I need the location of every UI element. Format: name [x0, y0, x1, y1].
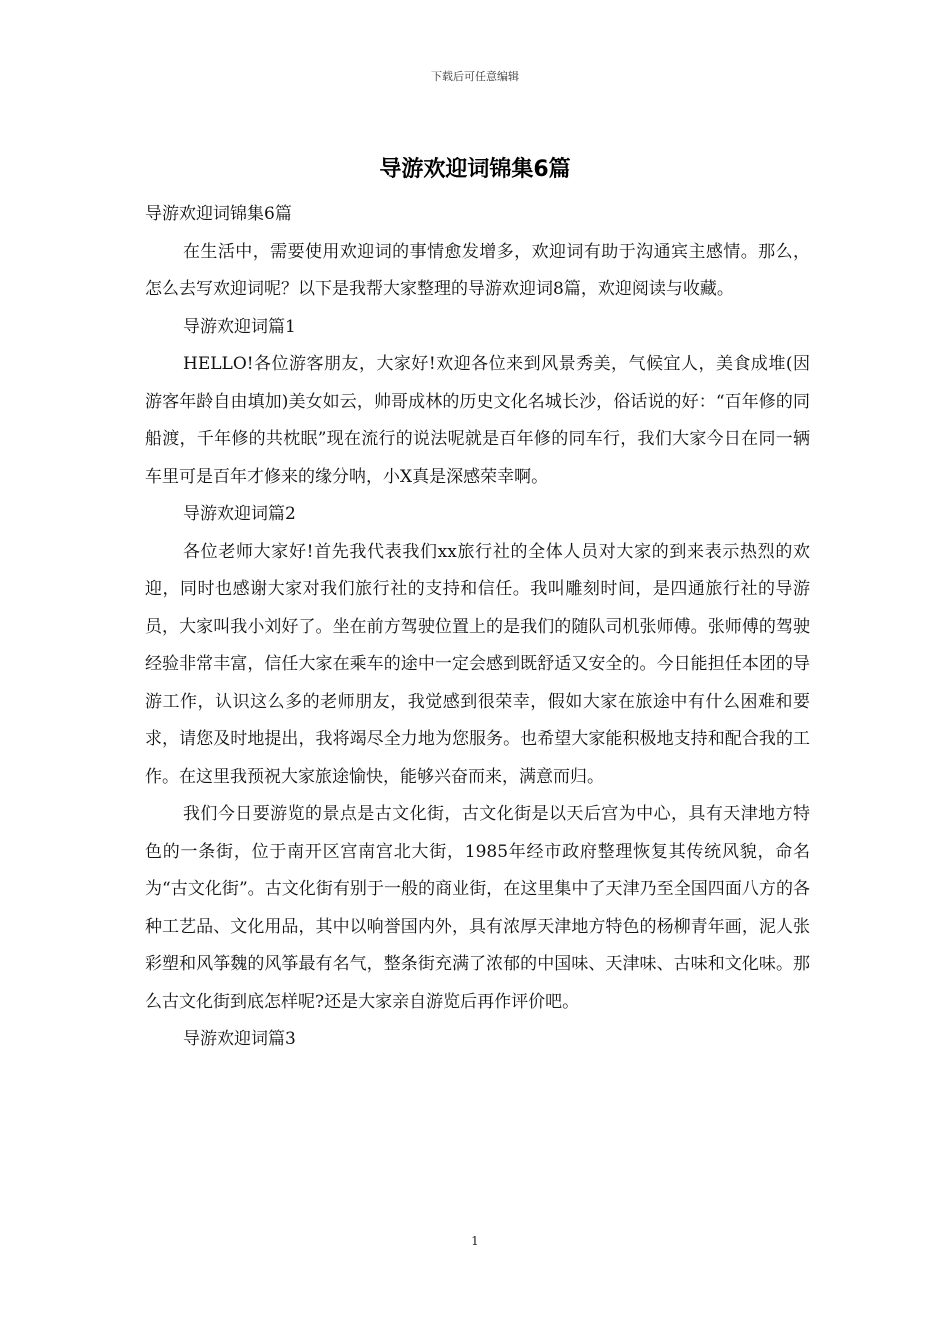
paragraph-section-2a: 各位老师大家好!首先我代表我们xx旅行社的全体人员对大家的到来表示热烈的欢迎，同时也感谢大家对我们旅行社的支持和信任。我叫雕刻时间，是四通旅行社的导游员，大家叫我小刘好了。坐在前方驾驶位置上的是我们的随队司机张师傅。张师傅的驾驶经验非常丰富，信任大家在乘车的途中一定会感到既舒适又安全的。今日能担任本团的导游工作，认识这么多的老师朋友，我觉感到很荣幸，假如大家在旅途中有什么困难和要求，请您及时地提出，我将竭尽全力地为您服务。也希望大家能积极地支持和配合我的工作。在这里我预祝大家旅途愉快，能够兴奋而来，满意而归。: [145, 541, 810, 787]
paragraph-section-2b: 我们今日要游览的景点是古文化街，古文化街是以天后宫为中心，具有天津地方特色的一条街，位于南开区宫南宫北大街，1985年经市政府整理恢复其传统风貌，命名为“古文化街”。古文化街有别于一般的商业街，在这里集中了天津乃至全国四面八方的各种工艺品、文化用品，其中以响誉国内外，具有浓厚天津地方特色的杨柳青年画，泥人张彩塑和风筝魏的风筝最有名气，整条街充满了浓郁的中国味、天津味、古味和文化味。那么古文化街到底怎样呢?还是大家亲自游览后再作评价吧。: [145, 804, 810, 1012]
section-heading-3: 导游欢迎词篇3: [183, 1029, 296, 1049]
document-subtitle: 导游欢迎词锦集6篇: [145, 204, 292, 224]
section-heading-1: 导游欢迎词篇1: [183, 316, 296, 337]
document-title: 导游欢迎词锦集6篇: [379, 157, 571, 182]
section-heading-2: 导游欢迎词篇2: [183, 504, 296, 524]
paragraph-section-1: HELLO!各位游客朋友，大家好!欢迎各位来到风景秀美，气候宜人，美食成堆(因游客年龄自由填加)美女如云，帅哥成林的历史文化名城长沙，俗话说的好：“百年修的同船渡，千年修的共枕眠”现在流行的说法呢就是百年修的同车行，我们大家今日在同一辆车里可是百年才修来的缘分呐，小X真是深感荣幸啊。: [145, 354, 810, 487]
header-note: 下载后可任意编辑: [431, 70, 519, 83]
page-number: 1: [471, 1234, 479, 1248]
paragraph-intro: 在生活中，需要使用欢迎词的事情愈发增多，欢迎词有助于沟通宾主感情。那么，怎么去写欢迎词呢？以下是我帮大家整理的导游欢迎词8篇，欢迎阅读与收藏。: [145, 241, 810, 299]
document-body: [145, 196, 810, 1059]
